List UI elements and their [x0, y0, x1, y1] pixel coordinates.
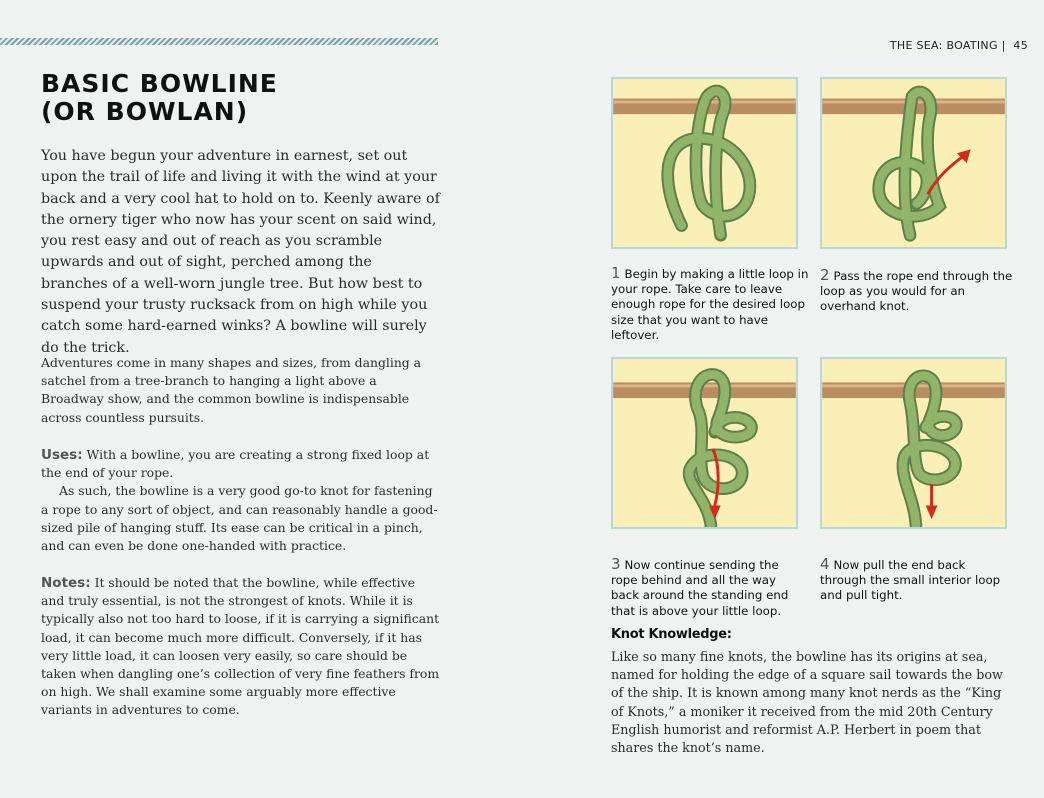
notes-text: It should be noted that the bowline, while effective and truly essential, is not the strongest of knots. While it is typically also not too hard to loose, if it is carrying a significant load, it can become much more difficult. Conversely, if it has very little load, it can loosen very easily, so care should be taken when dangling one’s collection of very fine feathers from on high. We shall examine some arguably more effective variants in adventures to come.: [41, 575, 440, 718]
step-1-illustration: [611, 77, 798, 249]
step-text: Now pull the end back through the small interior loop and pull tight.: [820, 558, 1001, 603]
intro-paragraph: You have begun your adventure in earnest, set out upon the trail of life and living it with the wind at your back and a very cool hat to hold on to. Keenly aware of the ornery tiger who now has your scent on said wind, you rest easy and out of reach as you scramble upwards and out of sight, perched among the branches of a well-worn jungle tree. But how best to suspend your trusty rucksack from on high while you catch some hard-earned winks? A bowline will surely do the trick.: [41, 148, 440, 356]
step-3-illustration: [611, 357, 798, 529]
body-paragraph: Adventures come in many shapes and sizes, from dangling a satchel from a tree-branch to hanging a light above a Broadway show, and the common bowline is indispensable across countless pursuits.: [41, 355, 422, 425]
running-header: [890, 39, 1028, 52]
uses-text: With a bowline, you are creating a strong fixed loop at the end of your rope.: [41, 447, 430, 481]
page-title: [41, 70, 278, 126]
step-number: 3: [611, 555, 621, 573]
step-2-illustration: [820, 77, 1007, 249]
step-text: Now continue sending the rope behind and all the way back around the standing end that is above your little loop.: [611, 558, 789, 618]
uses-label: Uses:: [41, 447, 83, 463]
step-number: 4: [820, 555, 830, 573]
step-text: Begin by making a little loop in your rope. Take care to leave enough rope for the desired loop size that you want to have leftover.: [611, 267, 809, 342]
section-title: THE SEA: BOATING |: [889, 39, 1006, 52]
knot-knowledge-text: Like so many fine knots, the bowline has its origins at sea, named for holding the edge of a square sail towards the bow of the ship. It is known among many knot nerds as the “King of Knots,” a moniker it received from the mid 20th Century English humorist and reformist A.P. Herbert in poem that shares the knot’s name.: [611, 649, 1003, 756]
step-4-illustration: [820, 357, 1007, 529]
step-4-caption: [820, 557, 1012, 604]
step-number: 2: [820, 266, 830, 284]
uses-section: [41, 446, 441, 555]
title-line-1: BASIC BOWLINE: [41, 69, 278, 98]
step-1-caption: [611, 266, 811, 343]
step-number: 1: [611, 264, 621, 282]
uses-text-2: As such, the bowline is a very good go-to knot for fastening a rope to any sort of object, and can reasonably handle a good-sized pile of hanging stuff. Its ease can be critical in a pinch, and can even be done one-handed with practice.: [41, 483, 438, 554]
step-text: Pass the rope end through the loop as you would for an overhand knot.: [820, 269, 1013, 314]
notes-section: [41, 574, 441, 720]
notes-label: Notes:: [41, 575, 91, 591]
step-3-caption: [611, 557, 797, 619]
page-number: 45: [1013, 39, 1028, 52]
decorative-rule: [0, 38, 438, 45]
knot-knowledge-title: Knot Knowledge:: [611, 627, 732, 642]
title-line-2: (OR BOWLAN): [41, 97, 249, 126]
step-2-caption: [820, 268, 1020, 315]
